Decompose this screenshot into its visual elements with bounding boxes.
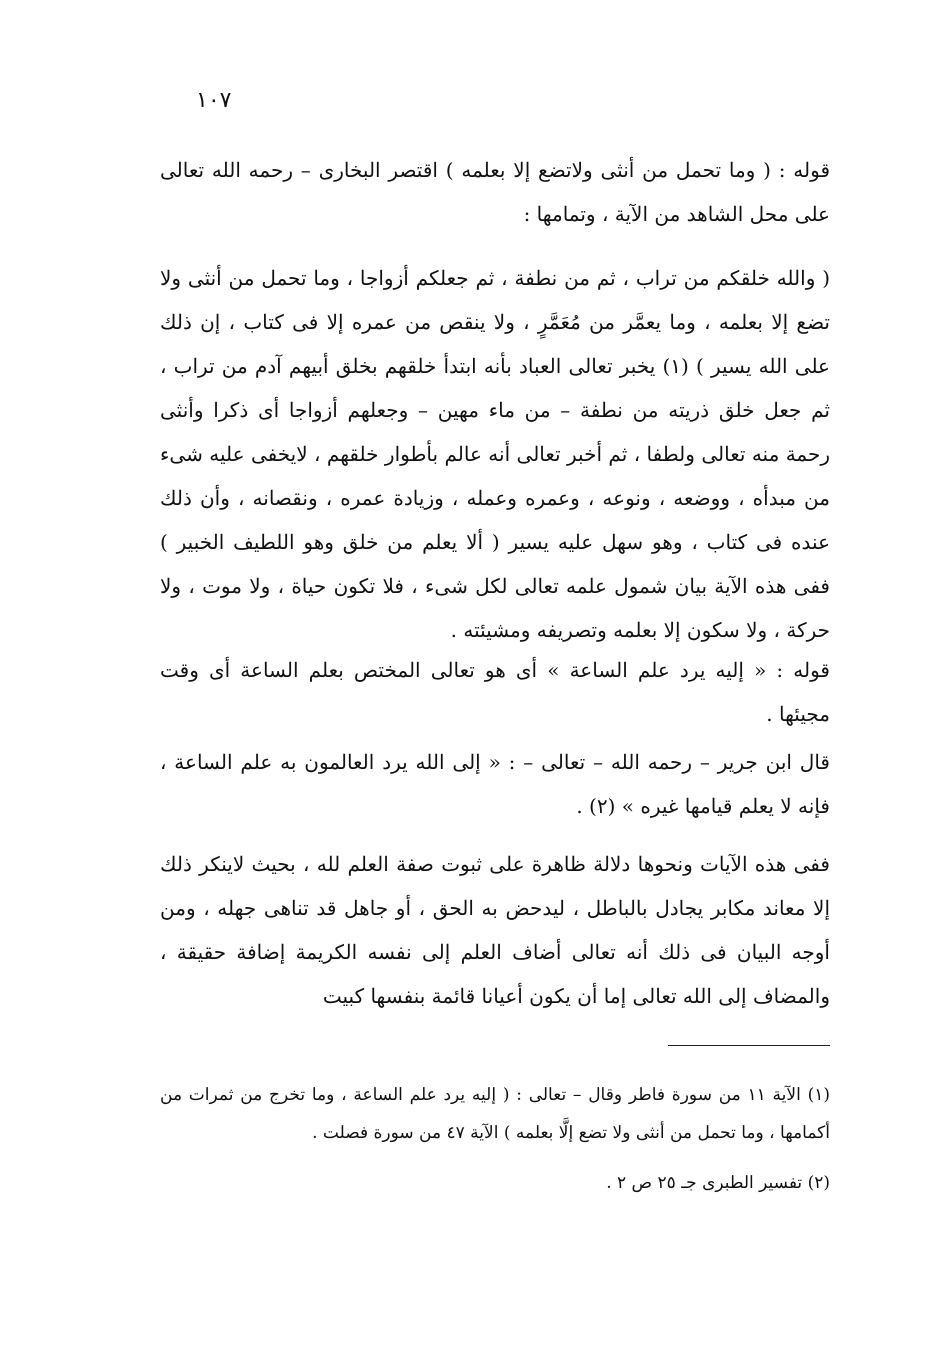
footnote-2: (٢) تفسير الطبرى جـ ٢٥ ص ٢ .: [606, 1173, 830, 1193]
paragraph-conclusion: [160, 842, 830, 1018]
paragraph-text: ففى هذه الآيات ونحوها دلالة ظاهرة على ثبوت صفة العلم لله ، بحيث لاينكر ذلك إلا معاند مكابر يجادل بالباطل ، ليدحض به الحق ، أو جاهل قد تناهى جهله ، ومن أوجه البيان فى ذلك أنه تعالى أضاف العلم إلى نفسه الكريمة إضافة حقيقة ، والمضاف إلى الله تعالى إما أن يكون أعيانا قائمة بنفسها كبيت: [160, 852, 830, 1008]
footnote-divider: [668, 1045, 830, 1046]
paragraph-text: قوله : « إليه يرد علم الساعة » أى هو تعالى المختص بعلم الساعة أى وقت مجيئها .: [160, 658, 830, 726]
paragraph-text: ( والله خلقكم من تراب ، ثم من نطفة ، ثم جعلكم أزواجا ، وما تحمل من أنثى ولا تضع إلا بعلمه ، وما يعمَّر من مُعَمَّرٍ ، ولا ينقص من عمره إلا فى كتاب ، إن ذلك على الله يسير ) (١) يخبر تعالى العباد بأنه ابتدأ خلقهم بخلق أبيهم آدم من تراب ، ثم جعل خلق ذريته من نطفة – من ماء مهين – وجعلهم أزواجا أى ذكرا وأنثى رحمة منه تعالى ولطفا ، ثم أخبر تعالى أنه عالم بأطوار خلقهم ، لايخفى عليه شىء من مبدأه ، ووضعه ، ونوعه ، وعمره وعمله ، وزيادة عمره ، ونقصانه ، وأن ذلك عنده فى كتاب ، وهو سهل عليه يسير ( ألا يعلم من خلق وهو اللطيف الخبير ) ففى هذه الآية بيان شمول علمه تعالى لكل شىء ، فلا تكون حياة ، ولا موت ، ولا حركة ، ولا سكون إلا بعلمه وتصريفه ومشيئته .: [160, 266, 830, 642]
paragraph-text: قال ابن جرير – رحمه الله – تعالى – : « إلى الله يرد العالمون به علم الساعة ، فإنه لا يعلم قيامها غيره » (٢) .: [160, 750, 830, 818]
paragraph-text: قوله : ( وما تحمل من أنثى ولاتضع إلا بعلمه ) اقتصر البخارى – رحمه الله تعالى على محل الشاهد من الآية ، وتمامها :: [160, 158, 830, 226]
paragraph-ibn-jarir: [160, 740, 830, 828]
footnotes: [160, 1076, 830, 1214]
footnote-1: (١) الآية ١١ من سورة فاطر وقال – تعالى : ( إليه يرد علم الساعة ، وما تخرج من ثمرات من أكمامها ، وما تحمل من أنثى ولا تضع إلَّا بعلمه ) الآية ٤٧ من سورة فصلت .: [160, 1085, 830, 1143]
paragraph-quote-intro: [160, 148, 830, 236]
page-number: ١٠٧: [196, 88, 232, 113]
paragraph-hour-knowledge: [160, 648, 830, 736]
paragraph-verse-commentary: [160, 256, 830, 652]
